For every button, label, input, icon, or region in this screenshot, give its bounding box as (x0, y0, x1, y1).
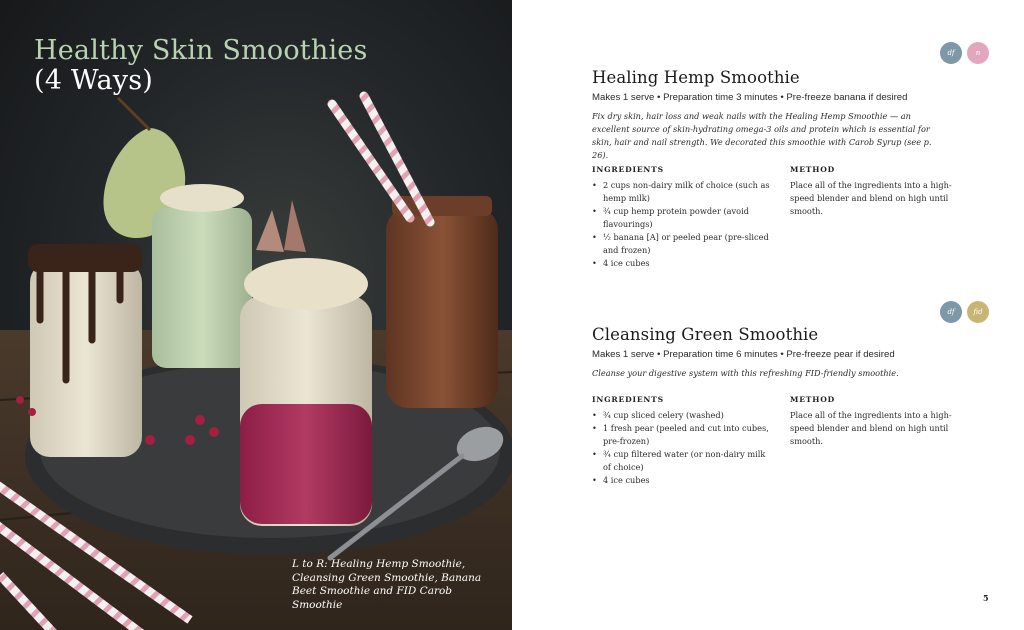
page-title-line2: (4 Ways) (34, 65, 154, 96)
ingredients-heading: INGREDIENTS (592, 165, 664, 174)
page-number: 5 (983, 593, 989, 603)
ingredients-heading: INGREDIENTS (592, 395, 664, 404)
dairy-free-badge-label: df (947, 49, 955, 57)
fid-badge-label: fid (973, 308, 983, 316)
recipe-meta: Makes 1 serve • Preparation time 6 minutes • Pre-freeze pear if desired (592, 349, 895, 360)
page-title (34, 36, 368, 96)
ingredient-item: • ¾ cup hemp protein powder (avoid flavourings) (592, 205, 770, 231)
recipe-title: Cleansing Green Smoothie (592, 325, 819, 344)
method-text: Place all of the ingredients into a high-speed blender and blend on high until smooth. (790, 180, 952, 216)
recipe-meta: Makes 1 serve • Preparation time 3 minutes • Pre-freeze banana if desired (592, 92, 908, 103)
ingredient-item: • 1 fresh pear (peeled and cut into cubes, pre-frozen) (592, 422, 770, 448)
ingredient-item: • 2 cups non-dairy milk of choice (such as hemp milk) (592, 179, 770, 205)
dairy-free-badge (940, 301, 962, 323)
ingredient-item: • ½ banana [A] or peeled pear (pre-sliced and frozen) (592, 231, 770, 257)
dairy-free-badge-label: df (947, 308, 955, 316)
ingredients-list (592, 409, 770, 487)
method-heading: METHOD (790, 395, 836, 404)
ingredient-item: • ¾ cup sliced celery (washed) (592, 409, 770, 422)
ingredient-item: • ¾ cup filtered water (or non-dairy milk of choice) (592, 448, 770, 474)
photo-caption: L to R: Healing Hemp Smoothie, Cleansing Green Smoothie, Banana Beet Smoothie and FID Carob Smoothie (292, 558, 482, 611)
page-title-line1: Healthy Skin Smoothies (34, 35, 368, 66)
ingredient-item: • 4 ice cubes (592, 474, 770, 487)
ingredient-item: • 4 ice cubes (592, 257, 770, 270)
fid-badge (967, 301, 989, 323)
ingredients-list (592, 179, 770, 270)
recipe-description: Fix dry skin, hair loss and weak nails with the Healing Hemp Smoothie — an excellent source of skin-hydrating omega-3 oils and protein which is essential for skin, hair and nail strength. We decorated this smoothie with Carob Syrup (see p. 26). (592, 111, 932, 160)
dairy-free-badge (940, 42, 962, 64)
recipe-description: Cleanse your digestive system with this refreshing FID-friendly smoothie. (592, 368, 899, 378)
method-text: Place all of the ingredients into a high-speed blender and blend on high until smooth. (790, 410, 952, 446)
recipe-title: Healing Hemp Smoothie (592, 68, 800, 87)
nut-badge (967, 42, 989, 64)
nut-badge-label: n (975, 49, 981, 57)
method-heading: METHOD (790, 165, 836, 174)
